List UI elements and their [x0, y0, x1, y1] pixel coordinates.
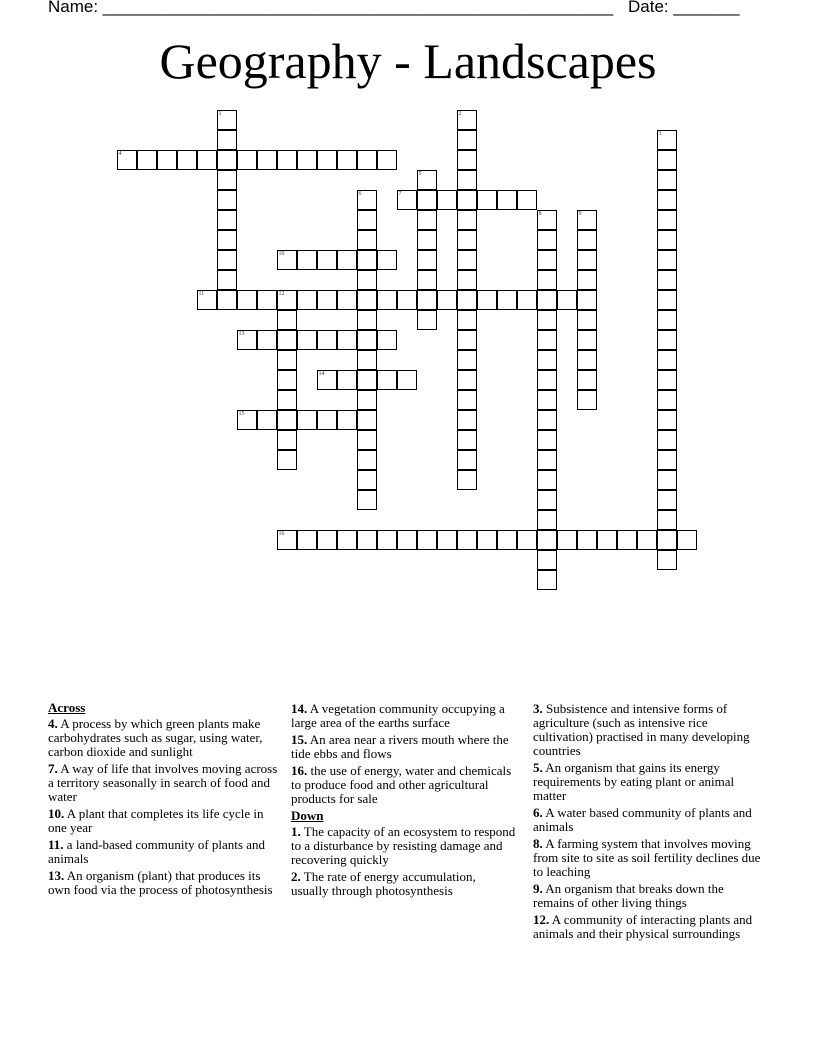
grid-cell[interactable]: [657, 490, 677, 510]
grid-cell[interactable]: [577, 270, 597, 290]
grid-cell[interactable]: [657, 270, 677, 290]
grid-cell[interactable]: [477, 190, 497, 210]
grid-cell[interactable]: [577, 310, 597, 330]
grid-cell[interactable]: [537, 370, 557, 390]
grid-cell[interactable]: [257, 410, 277, 430]
clue-across-13: 13. An organism (plant) that produces its own food via the process of photosynthesis: [48, 868, 273, 897]
grid-cell[interactable]: [557, 530, 577, 550]
grid-cell[interactable]: [357, 290, 377, 310]
grid-cell[interactable]: [657, 530, 677, 550]
grid-cell[interactable]: [317, 150, 337, 170]
grid-cell[interactable]: [397, 370, 417, 390]
grid-cell[interactable]: [537, 210, 557, 230]
clue-down-12: 12. A community of interacting plants and animals and their physical surroundings: [533, 912, 753, 941]
clues-column-2: [291, 702, 516, 901]
grid-cell[interactable]: [537, 530, 557, 550]
grid-cell[interactable]: [537, 310, 557, 330]
grid-cell[interactable]: [277, 310, 297, 330]
grid-cell[interactable]: [457, 210, 477, 230]
grid-cell[interactable]: [657, 130, 677, 150]
grid-cell[interactable]: [117, 150, 137, 170]
grid-cell[interactable]: [277, 430, 297, 450]
grid-cell[interactable]: [297, 290, 317, 310]
grid-cell[interactable]: [537, 270, 557, 290]
grid-cell[interactable]: [657, 310, 677, 330]
clue-down-5: 5. An organism that gains its energy requirements by eating plant or animal matter: [533, 760, 735, 803]
grid-cell[interactable]: [537, 510, 557, 530]
clue-number: 2: [458, 110, 462, 117]
grid-cell[interactable]: [337, 330, 357, 350]
clue-across-11: 11. a land-based community of plants and animals: [48, 837, 265, 866]
grid-cell[interactable]: [237, 150, 257, 170]
grid-cell[interactable]: [337, 290, 357, 310]
grid-cell[interactable]: [457, 470, 477, 490]
grid-cell[interactable]: [657, 370, 677, 390]
grid-cell[interactable]: [277, 370, 297, 390]
grid-cell[interactable]: [217, 150, 237, 170]
grid-cell[interactable]: [577, 250, 597, 270]
grid-cell[interactable]: [277, 290, 297, 310]
grid-cell[interactable]: [317, 410, 337, 430]
clue-number: 14: [318, 370, 325, 377]
grid-cell[interactable]: [537, 490, 557, 510]
grid-cell[interactable]: [437, 290, 457, 310]
grid-cell[interactable]: [457, 530, 477, 550]
clue-number: 9: [578, 210, 582, 217]
clue-across-15: 15. An area near a rivers mouth where the tide ebbs and flows: [291, 732, 509, 761]
grid-cell[interactable]: [597, 530, 617, 550]
grid-cell[interactable]: [657, 550, 677, 570]
grid-cell[interactable]: [537, 410, 557, 430]
grid-cell[interactable]: [317, 330, 337, 350]
grid-cell[interactable]: [577, 330, 597, 350]
grid-cell[interactable]: [517, 290, 537, 310]
clue-down-6: 6. A water based community of plants and animals: [533, 805, 752, 834]
grid-cell[interactable]: [357, 150, 377, 170]
grid-cell[interactable]: [297, 530, 317, 550]
grid-cell[interactable]: [517, 190, 537, 210]
grid-cell[interactable]: [237, 330, 257, 350]
grid-cell[interactable]: [537, 570, 557, 590]
across-heading: Across: [48, 700, 86, 715]
grid-cell[interactable]: [217, 210, 237, 230]
grid-cell[interactable]: [357, 370, 377, 390]
grid-cell[interactable]: [277, 410, 297, 430]
clues-column-1: [48, 701, 278, 900]
grid-cell[interactable]: [357, 430, 377, 450]
grid-cell[interactable]: [257, 290, 277, 310]
grid-cell[interactable]: [537, 250, 557, 270]
grid-cell[interactable]: [657, 250, 677, 270]
grid-cell[interactable]: [257, 150, 277, 170]
grid-cell[interactable]: [217, 190, 237, 210]
grid-cell[interactable]: [537, 230, 557, 250]
clue-number: 1: [218, 110, 222, 117]
grid-cell[interactable]: [457, 450, 477, 470]
grid-cell[interactable]: [417, 310, 437, 330]
grid-cell[interactable]: [397, 190, 417, 210]
grid-cell[interactable]: [337, 530, 357, 550]
grid-cell[interactable]: [457, 390, 477, 410]
grid-cell[interactable]: [657, 450, 677, 470]
grid-cell[interactable]: [577, 370, 597, 390]
grid-cell[interactable]: [457, 270, 477, 290]
grid-cell[interactable]: [217, 250, 237, 270]
clue-down-2: 2. The rate of energy accumulation, usually through photosynthesis: [291, 869, 476, 898]
grid-cell[interactable]: [157, 150, 177, 170]
grid-cell[interactable]: [497, 530, 517, 550]
grid-cell[interactable]: [457, 130, 477, 150]
grid-cell[interactable]: [317, 250, 337, 270]
grid-cell[interactable]: [577, 530, 597, 550]
grid-cell[interactable]: [337, 150, 357, 170]
date-field-label[interactable]: Date: _______: [628, 0, 740, 16]
grid-cell[interactable]: [317, 290, 337, 310]
grid-cell[interactable]: [457, 290, 477, 310]
grid-cell[interactable]: [417, 250, 437, 270]
grid-cell[interactable]: [357, 390, 377, 410]
clue-across-16: 16. the use of energy, water and chemicals to produce food and other agricultural products for sale: [291, 763, 512, 806]
grid-cell[interactable]: [577, 230, 597, 250]
clues-column-3: [533, 702, 765, 944]
page-title: Geography - Landscapes: [159, 33, 657, 89]
grid-cell[interactable]: [377, 250, 397, 270]
grid-cell[interactable]: [657, 190, 677, 210]
grid-cell[interactable]: [477, 290, 497, 310]
clue-across-14: 14. A vegetation community occupying a large area of the earths surface: [291, 701, 505, 730]
grid-cell[interactable]: [217, 290, 237, 310]
grid-cell[interactable]: [357, 530, 377, 550]
grid-cell[interactable]: [617, 530, 637, 550]
grid-cell[interactable]: [417, 290, 437, 310]
down-heading: Down: [291, 808, 324, 823]
grid-cell[interactable]: [537, 390, 557, 410]
grid-cell[interactable]: [357, 350, 377, 370]
clue-number: 16: [278, 530, 285, 537]
clue-number: 5: [418, 170, 422, 177]
clue-number: 12: [278, 290, 285, 297]
grid-cell[interactable]: [357, 410, 377, 430]
grid-cell[interactable]: [357, 230, 377, 250]
grid-cell[interactable]: [657, 430, 677, 450]
clue-down-9: 9. An organism that breaks down the remains of other living things: [533, 881, 724, 910]
grid-cell[interactable]: [377, 370, 397, 390]
grid-cell[interactable]: [237, 410, 257, 430]
grid-cell[interactable]: [657, 150, 677, 170]
grid-cell[interactable]: [277, 330, 297, 350]
grid-cell[interactable]: [657, 290, 677, 310]
grid-cell[interactable]: [357, 330, 377, 350]
grid-cell[interactable]: [457, 310, 477, 330]
grid-cell[interactable]: [297, 410, 317, 430]
grid-cell[interactable]: [217, 110, 237, 130]
grid-cell[interactable]: [537, 330, 557, 350]
grid-cell[interactable]: [657, 510, 677, 530]
grid-cell[interactable]: [457, 430, 477, 450]
grid-cell[interactable]: [457, 350, 477, 370]
grid-cell[interactable]: [637, 530, 657, 550]
grid-cell[interactable]: [297, 250, 317, 270]
grid-cell[interactable]: [677, 530, 697, 550]
grid-cell[interactable]: [177, 150, 197, 170]
grid-cell[interactable]: [417, 190, 437, 210]
grid-cell[interactable]: [197, 290, 217, 310]
grid-cell[interactable]: [357, 310, 377, 330]
grid-cell[interactable]: [537, 430, 557, 450]
grid-cell[interactable]: [357, 190, 377, 210]
grid-cell[interactable]: [217, 130, 237, 150]
grid-cell[interactable]: [417, 210, 437, 230]
grid-cell[interactable]: [377, 530, 397, 550]
grid-cell[interactable]: [557, 290, 577, 310]
grid-cell[interactable]: [457, 370, 477, 390]
grid-cell[interactable]: [457, 110, 477, 130]
grid-cell[interactable]: [357, 270, 377, 290]
grid-cell[interactable]: [357, 250, 377, 270]
clue-down-1: 1. The capacity of an ecosystem to respond to a disturbance by resisting damage and recovering quickly: [291, 824, 516, 867]
grid-cell[interactable]: [397, 530, 417, 550]
grid-cell[interactable]: [457, 190, 477, 210]
grid-cell[interactable]: [417, 170, 437, 190]
grid-cell[interactable]: [657, 230, 677, 250]
name-field-label[interactable]: Name: ______________________________________________________: [48, 0, 614, 16]
grid-cell[interactable]: [237, 290, 257, 310]
grid-cell[interactable]: [457, 410, 477, 430]
grid-cell[interactable]: [577, 390, 597, 410]
grid-cell[interactable]: [537, 350, 557, 370]
grid-cell[interactable]: [137, 150, 157, 170]
clue-down-3: 3. Subsistence and intensive forms of agriculture (such as intensive rice cultivation) practised in many developing countries: [533, 701, 750, 758]
grid-cell[interactable]: [537, 290, 557, 310]
grid-cell[interactable]: [517, 530, 537, 550]
grid-cell[interactable]: [457, 170, 477, 190]
clue-across-10: 10. A plant that completes its life cycle in one year: [48, 806, 264, 835]
clue-number: 7: [398, 190, 402, 197]
grid-cell[interactable]: [457, 330, 477, 350]
grid-cell[interactable]: [197, 150, 217, 170]
clue-across-4: 4. A process by which green plants make carbohydrates such as sugar, using water, carbon dioxide and sunlight: [48, 716, 263, 759]
grid-cell[interactable]: [657, 390, 677, 410]
grid-cell[interactable]: [357, 210, 377, 230]
clue-number: 11: [198, 290, 205, 297]
grid-cell[interactable]: [417, 230, 437, 250]
grid-cell[interactable]: [457, 230, 477, 250]
grid-cell[interactable]: [357, 470, 377, 490]
grid-cell[interactable]: [317, 370, 337, 390]
grid-cell[interactable]: [417, 530, 437, 550]
grid-cell[interactable]: [277, 150, 297, 170]
clue-number: 6: [358, 190, 362, 197]
grid-cell[interactable]: [277, 450, 297, 470]
grid-cell[interactable]: [217, 230, 237, 250]
grid-cell[interactable]: [297, 330, 317, 350]
clue-number: 3: [658, 130, 662, 137]
clue-number: 15: [238, 410, 245, 417]
grid-cell[interactable]: [537, 470, 557, 490]
clue-number: 10: [278, 250, 285, 257]
grid-cell[interactable]: [297, 150, 317, 170]
grid-cell[interactable]: [377, 290, 397, 310]
grid-cell[interactable]: [277, 350, 297, 370]
clue-down-8: 8. A farming system that involves moving from site to site as soil fertility declines due to leaching: [533, 836, 761, 879]
grid-cell[interactable]: [537, 550, 557, 570]
grid-cell[interactable]: [657, 410, 677, 430]
grid-cell[interactable]: [497, 290, 517, 310]
grid-cell[interactable]: [337, 250, 357, 270]
grid-cell[interactable]: [437, 190, 457, 210]
grid-cell[interactable]: [577, 290, 597, 310]
grid-cell[interactable]: [657, 330, 677, 350]
grid-cell[interactable]: [657, 350, 677, 370]
grid-cell[interactable]: [277, 250, 297, 270]
grid-cell[interactable]: [337, 370, 357, 390]
grid-cell[interactable]: [417, 270, 437, 290]
grid-cell[interactable]: [377, 330, 397, 350]
grid-cell[interactable]: [217, 170, 237, 190]
clue-number: 4: [118, 150, 122, 157]
grid-cell[interactable]: [277, 530, 297, 550]
grid-cell[interactable]: [357, 490, 377, 510]
grid-cell[interactable]: [657, 470, 677, 490]
grid-cell[interactable]: [217, 270, 237, 290]
grid-cell[interactable]: [657, 210, 677, 230]
grid-cell[interactable]: [337, 410, 357, 430]
grid-cell[interactable]: [537, 450, 557, 470]
grid-cell[interactable]: [317, 530, 337, 550]
grid-cell[interactable]: [357, 450, 377, 470]
grid-cell[interactable]: [437, 530, 457, 550]
grid-cell[interactable]: [477, 530, 497, 550]
grid-cell[interactable]: [397, 290, 417, 310]
grid-cell[interactable]: [577, 210, 597, 230]
grid-cell[interactable]: [457, 150, 477, 170]
grid-cell[interactable]: [257, 330, 277, 350]
grid-cell[interactable]: [497, 190, 517, 210]
grid-cell[interactable]: [657, 170, 677, 190]
grid-cell[interactable]: [577, 350, 597, 370]
grid-cell[interactable]: [377, 150, 397, 170]
clue-across-7: 7. A way of life that involves moving across a territory seasonally in search of food and water: [48, 761, 278, 804]
grid-cell[interactable]: [457, 250, 477, 270]
grid-cell[interactable]: [277, 390, 297, 410]
clue-number: 8: [538, 210, 542, 217]
clue-number: 13: [238, 330, 245, 337]
